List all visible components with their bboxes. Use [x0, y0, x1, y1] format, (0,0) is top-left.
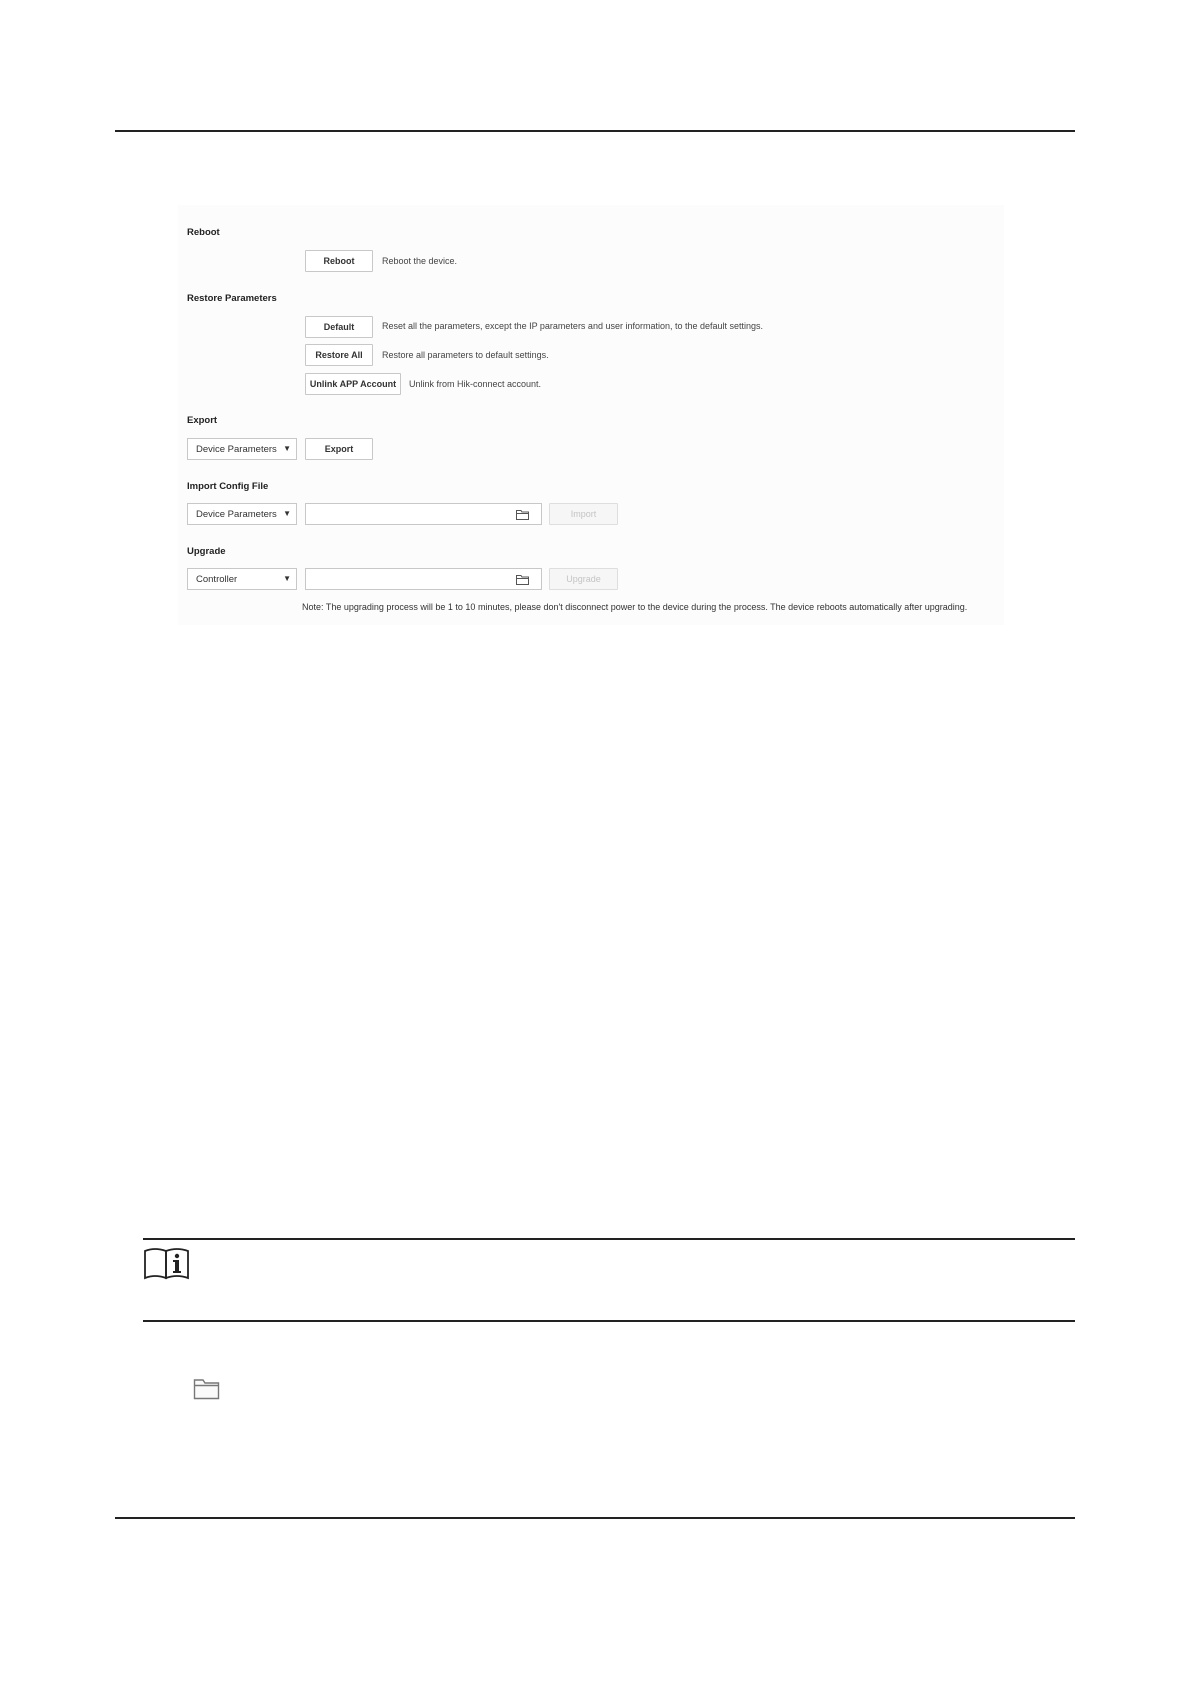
reboot-section-title: Reboot: [187, 227, 220, 238]
default-description: Reset all the parameters, except the IP parameters and user information, to the default settings.: [382, 321, 764, 331]
export-type-value: Device Parameters: [196, 443, 277, 455]
footer-rule: [115, 1517, 1075, 1519]
maintenance-panel: [178, 205, 1004, 625]
upgrade-type-select[interactable]: [187, 568, 297, 590]
restore-all-description: Restore all parameters to default settings.: [382, 350, 549, 360]
import-type-select[interactable]: [187, 503, 297, 525]
folder-icon: [193, 1377, 220, 1400]
note-top-rule: [143, 1238, 1075, 1240]
upgrade-button[interactable]: Upgrade: [549, 568, 618, 590]
upgrade-note: Note: The upgrading process will be 1 to 10 minutes, please don't disconnect power to the device during the process. The device reboots automatically after upgrading.: [302, 602, 968, 612]
dropdown-arrow-icon: ▼: [283, 509, 291, 518]
folder-icon[interactable]: [516, 509, 529, 520]
unlink-description: Unlink from Hik-connect account.: [409, 379, 542, 389]
import-button[interactable]: Import: [549, 503, 618, 525]
note-book-info-icon: [143, 1245, 190, 1281]
import-type-value: Device Parameters: [196, 508, 277, 520]
import-file-input[interactable]: [305, 503, 542, 525]
reboot-description: Reboot the device.: [382, 256, 458, 266]
header-rule: [115, 130, 1075, 132]
dropdown-arrow-icon: ▼: [283, 444, 291, 453]
export-section-title: Export: [187, 415, 218, 426]
unlink-app-account-button[interactable]: Unlink APP Account: [305, 373, 401, 395]
note-bottom-rule: [143, 1320, 1075, 1322]
upgrade-section-title: Upgrade: [187, 546, 226, 557]
export-button[interactable]: Export: [305, 438, 373, 460]
reboot-button[interactable]: Reboot: [305, 250, 373, 272]
import-config-section-title: Import Config File: [187, 481, 269, 492]
dropdown-arrow-icon: ▼: [283, 574, 291, 583]
folder-icon[interactable]: [516, 574, 529, 585]
upgrade-file-input[interactable]: [305, 568, 542, 590]
restore-section-title: Restore Parameters: [187, 293, 277, 304]
default-button[interactable]: Default: [305, 316, 373, 338]
upgrade-type-value: Controller: [196, 573, 238, 585]
restore-all-button[interactable]: Restore All: [305, 344, 373, 366]
export-type-select[interactable]: [187, 438, 297, 460]
